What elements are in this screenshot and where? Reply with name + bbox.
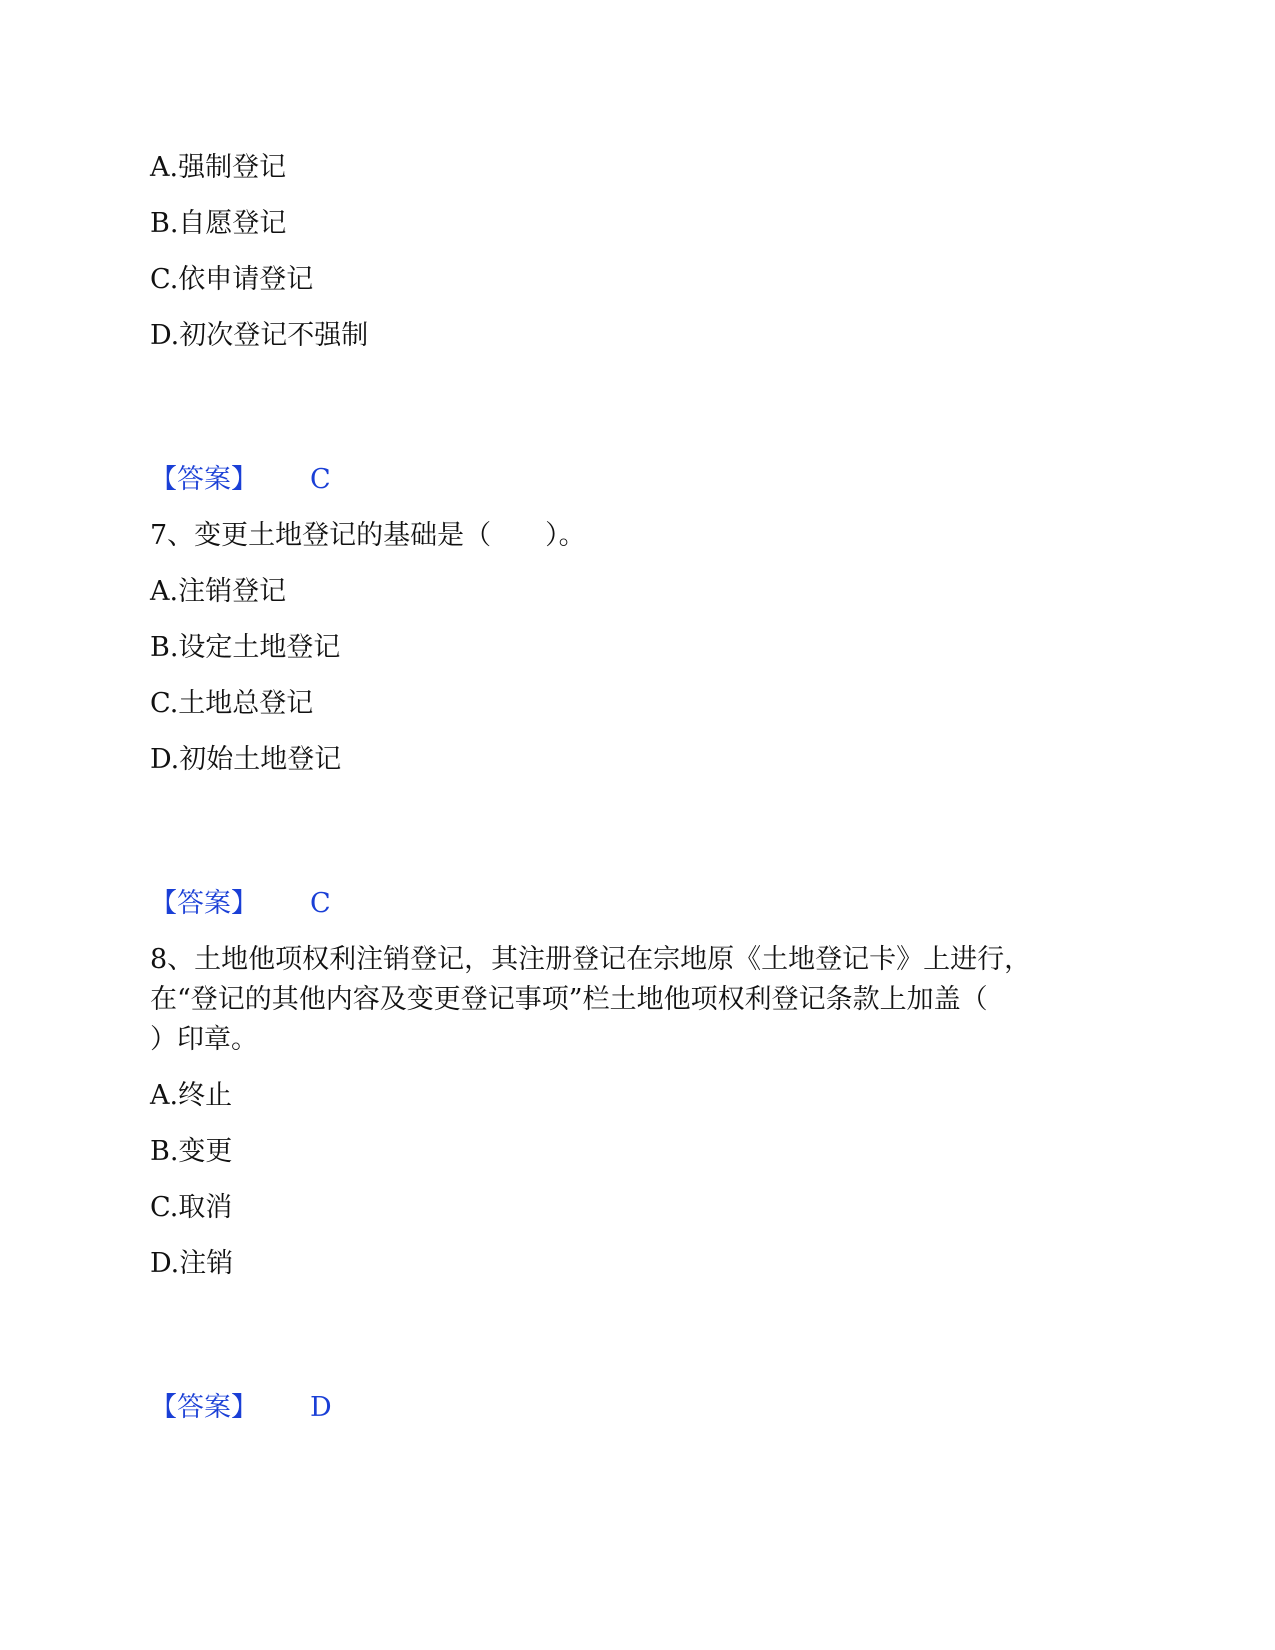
answer-line xyxy=(150,1390,332,1426)
answer-value: C xyxy=(310,888,331,919)
option-d: D.注销 xyxy=(150,1248,234,1279)
answer-value: D xyxy=(310,1392,332,1423)
question-stem-line-1: 8、土地他项权利注销登记，其注册登记在宗地原《土地登记卡》上进行， xyxy=(150,944,1032,975)
option-a: A.终止 xyxy=(150,1080,233,1111)
option-d: D.初次登记不强制 xyxy=(150,320,369,351)
option-b: B.设定土地登记 xyxy=(150,632,341,663)
answer-value: C xyxy=(310,464,331,495)
option-a: A.强制登记 xyxy=(150,152,287,183)
answer-label: 【答案】 xyxy=(150,888,258,919)
option-c: C.依申请登记 xyxy=(150,264,314,295)
question-stem-line-2: 在“登记的其他内容及变更登记事项”栏土地他项权利登记条款上加盖（ xyxy=(150,984,988,1015)
option-a: A.注销登记 xyxy=(150,576,287,607)
answer-label: 【答案】 xyxy=(150,464,258,495)
option-c: C.土地总登记 xyxy=(150,688,314,719)
option-c: C.取消 xyxy=(150,1192,233,1223)
option-b: B.自愿登记 xyxy=(150,208,287,239)
answer-label: 【答案】 xyxy=(150,1392,258,1423)
option-b: B.变更 xyxy=(150,1136,233,1167)
question-stem-line-3: ）印章。 xyxy=(150,1024,258,1055)
answer-line xyxy=(150,462,331,498)
option-d: D.初始土地登记 xyxy=(150,744,342,775)
question-stem: 7、变更土地登记的基础是（ ）。 xyxy=(150,520,586,551)
answer-line xyxy=(150,886,331,922)
